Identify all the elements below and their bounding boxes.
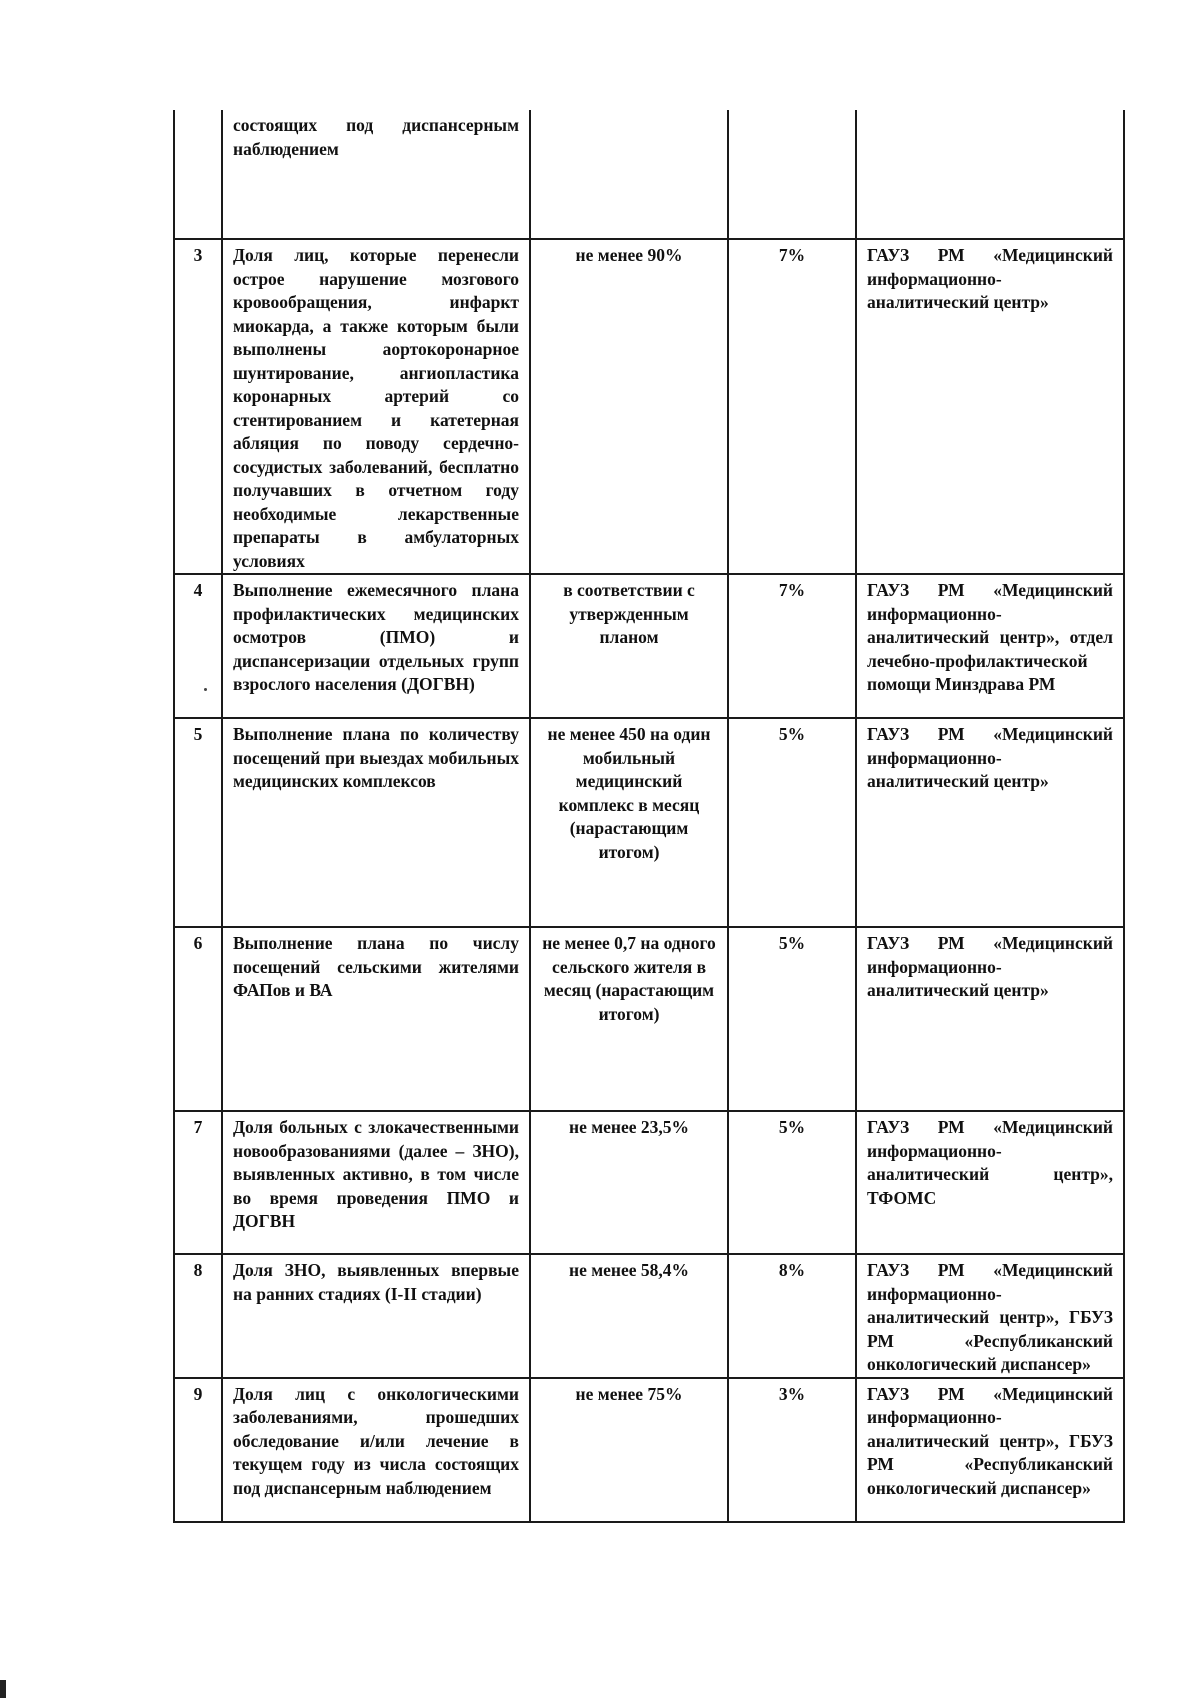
table-row — [174, 1254, 1124, 1378]
cell-target: не менее 58,4% — [530, 1254, 728, 1378]
table-row — [174, 718, 1124, 927]
cell-num: 5 — [174, 718, 222, 927]
indicator-name-text: состоящих под диспансерным наблюдением — [233, 115, 519, 159]
cell-source: ГАУЗ РМ «Медицинский информационно-аналитический центр» — [856, 927, 1124, 1111]
cell-target: не менее 0,7 на одного сельского жителя в месяц (нарастающим итогом) — [530, 927, 728, 1111]
cell-indicator-name: Доля лиц, которые перенесли острое нарушение мозгового кровообращения, инфаркт миокарда, а также которым были выполнены аортокоронарное шунтирование, ангиопластика коронарных артерий со стентированием и катетерная абляция по поводу сердечно-сосудистых заболеваний, бесплатно получавших в отчетном году необходимые лекарственные препараты в амбулаторных условиях — [222, 239, 530, 574]
table-row — [174, 927, 1124, 1111]
cell-weight: 5% — [728, 718, 856, 927]
table-row — [174, 574, 1124, 718]
cell-target: не менее 23,5% — [530, 1111, 728, 1254]
cell-indicator-name: Доля больных с злокачественными новообразованиями (далее – ЗНО), выявленных активно, в том числе во время проведения ПМО и ДОГВН — [222, 1111, 530, 1254]
scan-speck — [204, 688, 207, 691]
cell-source: ГАУЗ РМ «Медицинский информационно-аналитический центр», ТФОМС — [856, 1111, 1124, 1254]
cell-indicator-name: Выполнение плана по числу посещений сельскими жителями ФАПов и ВА — [222, 927, 530, 1111]
cell-num: 7 — [174, 1111, 222, 1254]
cell-weight: 7% — [728, 574, 856, 718]
cell-weight: 3% — [728, 1378, 856, 1522]
cell-weight: 5% — [728, 1111, 856, 1254]
cell-source: ГАУЗ РМ «Медицинский информационно-аналитический центр» — [856, 239, 1124, 574]
cell-target — [530, 110, 728, 239]
cell-num: 9 — [174, 1378, 222, 1522]
cell-weight: 7% — [728, 239, 856, 574]
cell-num: 8 — [174, 1254, 222, 1378]
cell-indicator-name — [222, 110, 530, 239]
cell-source: ГАУЗ РМ «Медицинский информационно-аналитический центр», отдел лечебно-профилактической помощи Минздрава РМ — [856, 574, 1124, 718]
table-row — [174, 1111, 1124, 1254]
cell-target: не менее 450 на один мобильный медицинский комплекс в месяц (нарастающим итогом) — [530, 718, 728, 927]
cell-source: ГАУЗ РМ «Медицинский информационно-аналитический центр», ГБУЗ РМ «Республиканский онкологический диспансер» — [856, 1378, 1124, 1522]
cell-indicator-name: Доля лиц с онкологическими заболеваниями, прошедших обследование и/или лечение в текущем году из числа состоящих под диспансерным наблюдением — [222, 1378, 530, 1522]
cell-num — [174, 110, 222, 239]
table-row-continued — [174, 110, 1124, 239]
cell-indicator-name: Доля ЗНО, выявленных впервые на ранних стадиях (I-II стадии) — [222, 1254, 530, 1378]
cell-weight: 5% — [728, 927, 856, 1111]
cell-target: в соответствии с утвержденным планом — [530, 574, 728, 718]
cell-num: 3 — [174, 239, 222, 574]
cell-num: 6 — [174, 927, 222, 1111]
table-row — [174, 1378, 1124, 1522]
cell-weight — [728, 110, 856, 239]
cell-source: ГАУЗ РМ «Медицинский информационно-аналитический центр» — [856, 718, 1124, 927]
indicators-table — [173, 110, 1125, 1523]
scan-edge-mark — [0, 1680, 6, 1698]
cell-source — [856, 110, 1124, 239]
cell-target: не менее 90% — [530, 239, 728, 574]
table-row — [174, 239, 1124, 574]
cell-target: не менее 75% — [530, 1378, 728, 1522]
cell-indicator-name: Выполнение плана по количеству посещений при выездах мобильных медицинских комплексов — [222, 718, 530, 927]
cell-num: 4 — [174, 574, 222, 718]
cell-indicator-name: Выполнение ежемесячного плана профилактических медицинских осмотров (ПМО) и диспансеризации отдельных групп взрослого населения (ДОГВН) — [222, 574, 530, 718]
cell-weight: 8% — [728, 1254, 856, 1378]
cell-source: ГАУЗ РМ «Медицинский информационно-аналитический центр», ГБУЗ РМ «Республиканский онкологический диспансер» — [856, 1254, 1124, 1378]
